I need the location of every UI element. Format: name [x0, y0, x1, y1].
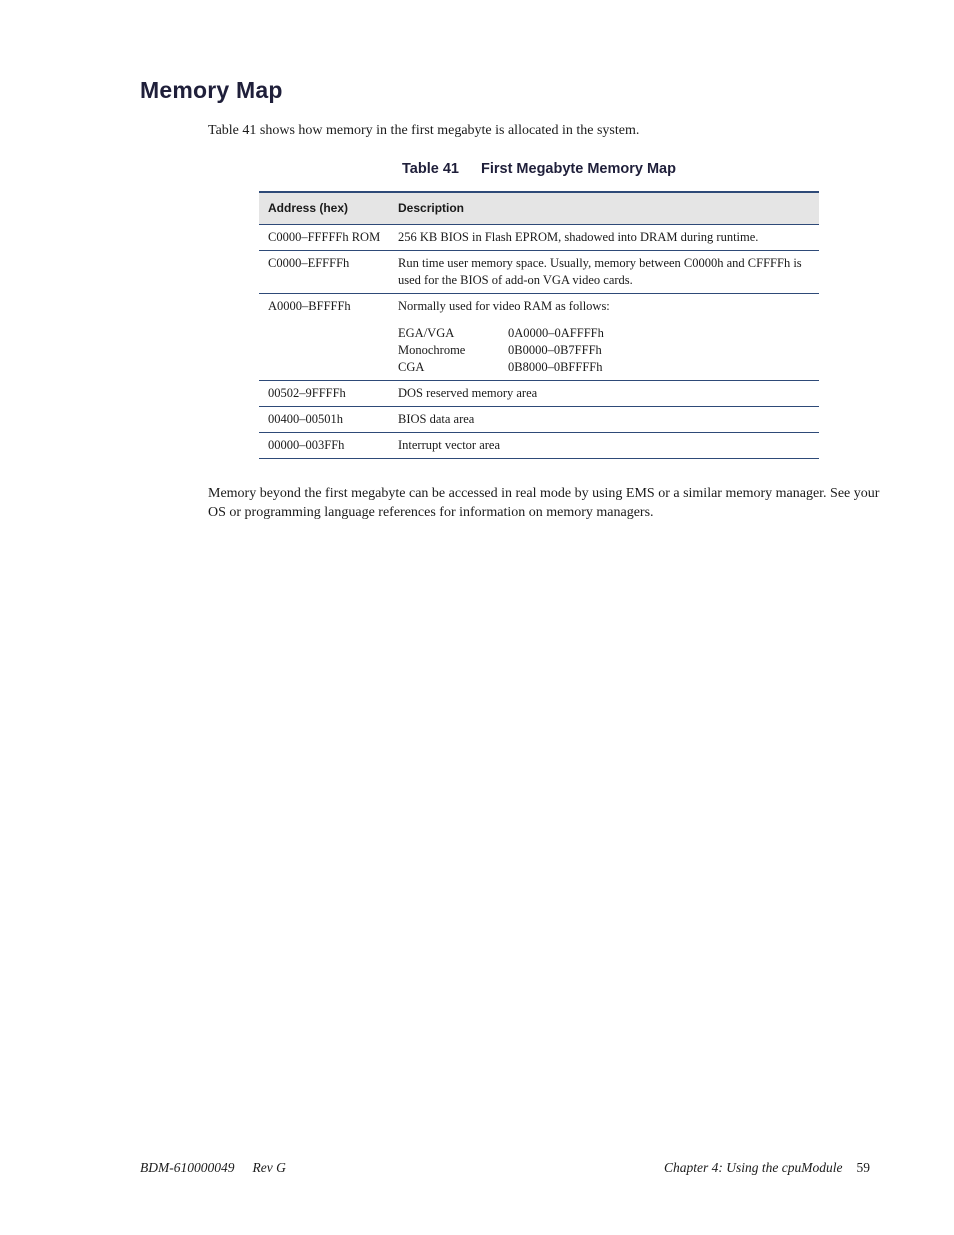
table-caption: [259, 161, 819, 177]
video-mode-list: [398, 325, 811, 376]
page-title: Memory Map: [140, 77, 283, 103]
description-cell: 256 KB BIOS in Flash EPROM, shadowed into DRAM during runtime.: [389, 225, 819, 251]
video-mode-name: EGA/VGA: [398, 326, 455, 340]
closing-paragraph: Memory beyond the first megabyte can be accessed in real mode by using EMS or a similar memory manager. See your OS or programming language references for information on memory managers.: [208, 486, 880, 520]
description-cell: DOS reserved memory area: [389, 381, 819, 407]
memory-map-table: [259, 191, 819, 459]
table-row: [259, 225, 819, 251]
column-header-address: Address (hex): [259, 192, 389, 225]
description-cell: Interrupt vector area: [389, 433, 819, 459]
table-row: [259, 407, 819, 433]
description-cell: BIOS data area: [389, 407, 819, 433]
video-mode-name: Monochrome: [398, 343, 466, 357]
video-mode-range: 0B8000–0BFFFFh: [508, 360, 603, 374]
table-row: [259, 433, 819, 459]
address-cell: 00000–003FFh: [259, 433, 389, 459]
chapter-title: Chapter 4: Using the cpuModule: [664, 1160, 843, 1175]
address-cell: 00400–00501h: [259, 407, 389, 433]
address-cell: A0000–BFFFFh: [259, 294, 389, 381]
description-cell: Run time user memory space. Usually, memory between C0000h and CFFFFh is used for the BIOS of add-on VGA video cards.: [389, 251, 819, 294]
table-row: [259, 381, 819, 407]
intro-paragraph: Table 41 shows how memory in the first megabyte is allocated in the system.: [208, 123, 640, 138]
address-cell: C0000–EFFFFh: [259, 251, 389, 294]
table-row: [259, 251, 819, 294]
video-mode-range: 0B0000–0B7FFFh: [508, 343, 602, 357]
footer-chapter: [664, 1160, 870, 1176]
address-cell: 00502–9FFFFh: [259, 381, 389, 407]
doc-number: BDM-610000049: [140, 1160, 235, 1175]
column-header-description: Description: [389, 192, 819, 225]
page-number: 59: [856, 1160, 870, 1175]
description-text: Normally used for video RAM as follows:: [398, 299, 610, 313]
table-title: First Megabyte Memory Map: [480, 161, 676, 177]
revision: Rev G: [252, 1160, 286, 1175]
address-cell: C0000–FFFFFh ROM: [259, 225, 389, 251]
video-mode-name: CGA: [398, 360, 425, 374]
table-row: [259, 294, 819, 381]
description-cell: [389, 294, 819, 381]
table-header-row: [259, 192, 819, 225]
video-mode-range: 0A0000–0AFFFFh: [508, 326, 604, 340]
footer-document-id: [140, 1160, 286, 1176]
table-number: Table 41: [402, 161, 459, 177]
